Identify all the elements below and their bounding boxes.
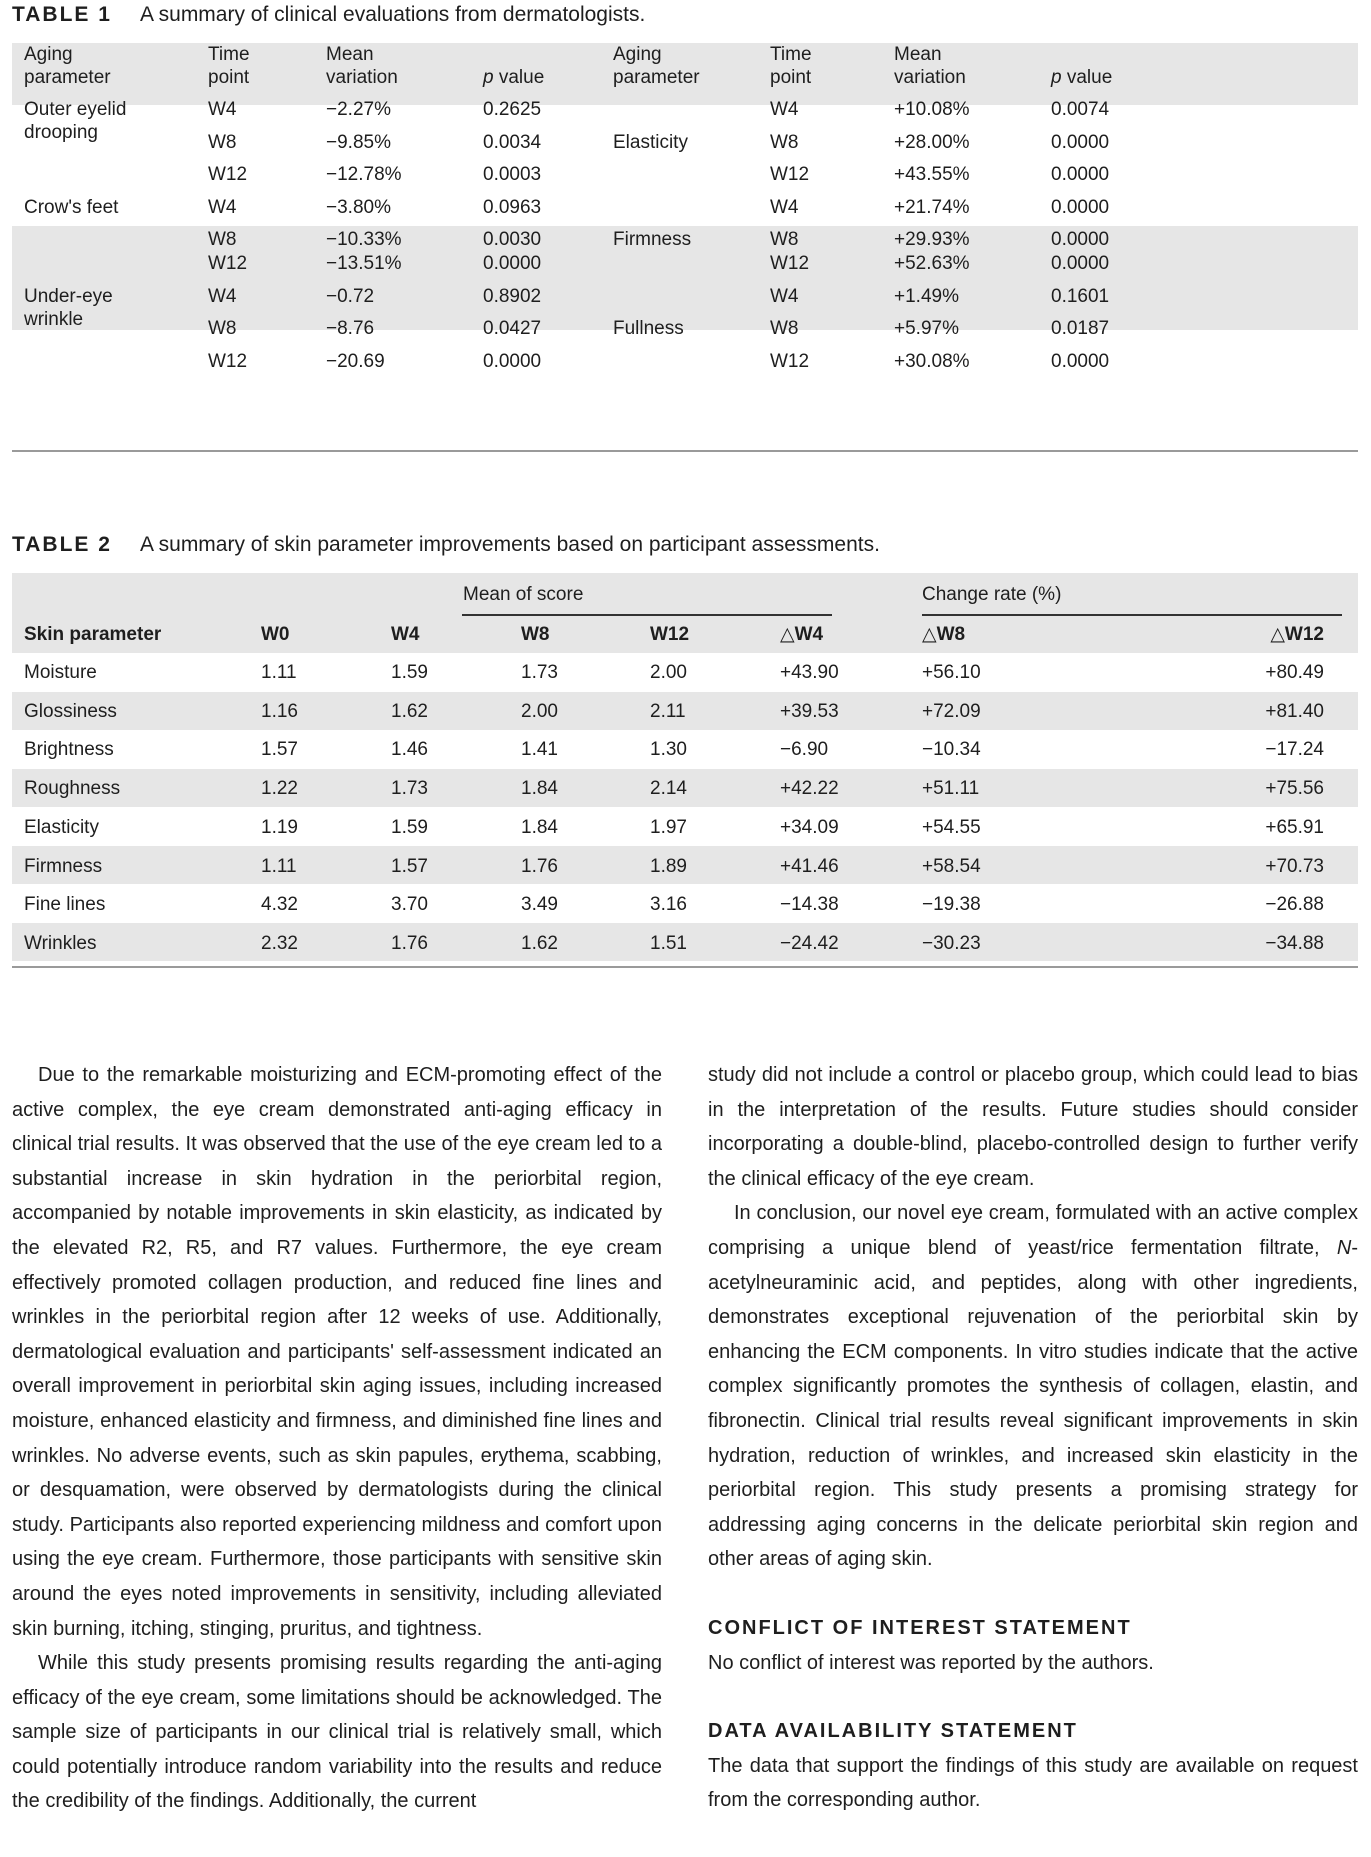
body-right-column xyxy=(708,1058,1358,1818)
table1-left-param: Crow's feet xyxy=(24,197,119,218)
table2-cell: 2.11 xyxy=(650,700,686,722)
table1-left-param: Outer eyelid xyxy=(24,99,127,120)
table2-cell: +56.10 xyxy=(922,662,981,683)
table1-p-italic: p xyxy=(1051,67,1062,88)
table1-caption-text: A summary of clinical evaluations from dermatologists. xyxy=(139,3,646,26)
table1-right-header-param-2: parameter xyxy=(613,67,700,88)
table1-right-time: W4 xyxy=(770,197,799,218)
table1-left-pvalue: 0.0427 xyxy=(483,318,542,339)
table2-cell: +39.53 xyxy=(780,700,839,722)
table1-right-pvalue: 0.1601 xyxy=(1051,286,1110,307)
table2-cell: −14.38 xyxy=(780,894,839,916)
table1-left-header-time-2: point xyxy=(208,67,250,88)
table2-cell: +54.55 xyxy=(922,816,981,838)
table2-cell: 1.11 xyxy=(261,855,297,877)
table2-header-col: W8 xyxy=(521,624,550,645)
table2-cell: +65.91 xyxy=(1265,816,1324,838)
table1-left-param: wrinkle xyxy=(24,309,84,330)
table1-left-pvalue: 0.0003 xyxy=(483,164,542,185)
table2-cell: +81.40 xyxy=(1265,700,1324,722)
table1-left-mean: −3.80% xyxy=(326,197,391,218)
table2-cell: 3.49 xyxy=(521,894,558,916)
table2-cell: +72.09 xyxy=(922,700,981,722)
table1-right-pvalue: 0.0000 xyxy=(1051,351,1110,372)
table1-right-header-param-1: Aging xyxy=(613,44,662,65)
table1-right-header-mean-2: variation xyxy=(894,67,966,88)
table2-bottom-rule xyxy=(12,966,1358,968)
table2-cell: +42.22 xyxy=(780,778,839,800)
table2-cell: −10.34 xyxy=(922,739,981,761)
table1-right-pvalue: 0.0000 xyxy=(1051,229,1110,250)
table1-value-label: value xyxy=(1061,67,1113,88)
table2-cell: 1.89 xyxy=(650,855,687,877)
table2-cell: 1.57 xyxy=(391,855,428,877)
table1-right-time: W12 xyxy=(770,164,810,185)
table2-cell: 1.11 xyxy=(261,662,297,683)
table2-cell: 1.62 xyxy=(521,932,558,954)
table2-cell: 1.59 xyxy=(391,662,428,683)
conflict-of-interest-text: No conflict of interest was reported by the authors. xyxy=(708,1651,1154,1674)
table1-right-pvalue: 0.0000 xyxy=(1051,132,1110,153)
table1-right-time: W12 xyxy=(770,253,810,274)
table1-left-mean: −8.76 xyxy=(326,318,375,339)
table1-left-param: Under-eye xyxy=(24,286,113,307)
table1-right-time: W8 xyxy=(770,318,799,339)
table2-cell: Elasticity xyxy=(24,816,99,838)
table2-header-col: △W12 xyxy=(1270,624,1324,645)
table1-left-mean: −12.78% xyxy=(326,164,402,185)
table1-left-header-param-2: parameter xyxy=(24,67,111,88)
body-left-column xyxy=(12,1058,662,1819)
table2-cell: 1.19 xyxy=(261,816,298,838)
data-availability-text: The data that support the findings of this study are available on request from the corresponding author. xyxy=(708,1754,1358,1812)
table2-cell: Brightness xyxy=(24,739,114,761)
table1-caption xyxy=(12,3,645,27)
table2-header-col: W4 xyxy=(391,624,420,645)
table1-right-time: W8 xyxy=(770,229,799,250)
table2-cell: 1.76 xyxy=(521,855,558,877)
table1-right-time: W12 xyxy=(770,351,810,372)
table2-cell: 1.73 xyxy=(521,662,558,683)
table2-label: TABLE 2 xyxy=(12,533,112,556)
table1-value-label: value xyxy=(493,67,545,88)
table2-cell: Wrinkles xyxy=(24,932,97,954)
table2-cell: +43.90 xyxy=(780,662,839,683)
table1-right-mean: +5.97% xyxy=(894,318,959,339)
table2-cell: Fine lines xyxy=(24,894,106,916)
table1-left-time: W12 xyxy=(208,164,248,185)
table1-left-header-mean-2: variation xyxy=(326,67,398,88)
table2-cell: 1.59 xyxy=(391,816,428,838)
table2-header-col: △W4 xyxy=(780,624,824,645)
table1-left-pvalue: 0.0030 xyxy=(483,229,542,250)
table2-cell: −34.88 xyxy=(1265,932,1324,954)
table1-right-param: Firmness xyxy=(613,229,692,250)
table1-left-header-mean-1: Mean xyxy=(326,44,374,65)
table1-right-mean: +30.08% xyxy=(894,351,970,372)
body-right-paragraph-1: study did not include a control or placebo group, which could lead to bias in the interpretation of the results. Future studies should consider incorporating a double-blind, placebo-controlled design to further verify the clinical efficacy of the eye cream. xyxy=(708,1064,1358,1190)
table1-left-mean: −10.33% xyxy=(326,229,402,250)
table2-caption-text: A summary of skin parameter improvements based on participant assessments. xyxy=(139,533,880,556)
table2-header-col: W0 xyxy=(261,624,290,645)
table2-cell: Roughness xyxy=(24,778,121,800)
table1-left-header-time-1: Time xyxy=(208,44,250,65)
table2-header-col: W12 xyxy=(650,624,690,645)
table2-cell: 1.73 xyxy=(391,778,428,800)
table2-cell: −24.42 xyxy=(780,932,839,954)
table1-left-mean: −20.69 xyxy=(326,351,385,372)
table1-left-pvalue: 0.0963 xyxy=(483,197,542,218)
table2-cell: Firmness xyxy=(24,855,103,877)
table1-left-pvalue: 0.8902 xyxy=(483,286,542,307)
table1-bottom-rule xyxy=(12,450,1358,452)
table1-left-header-param-1: Aging xyxy=(24,44,73,65)
table1-right-mean: +10.08% xyxy=(894,99,970,120)
table2-cell: 1.30 xyxy=(650,739,687,761)
table2-cell: Moisture xyxy=(24,662,97,683)
table2-caption xyxy=(12,533,880,557)
table2-cell: +70.73 xyxy=(1265,855,1324,877)
table2-cell: +58.54 xyxy=(922,855,981,877)
p2-italic-n: N xyxy=(1336,1236,1352,1259)
p2-rest: -acetylneuraminic acid, and peptides, along with other ingredients, demonstrates exceptional rejuvenation of the periorbital skin by enhancing the ECM components. In vitro studies indicate that the active complex significantly promotes the synthesis of collagen, elastin, and fibronectin. Clinical trial results reveal significant improvements in skin hydration, reduction of wrinkles, and increased skin elasticity in the periorbital region. This study presents a promising strategy for addressing aging concerns in the delicate periorbital skin region and other areas of aging skin. xyxy=(708,1236,1358,1571)
table2-cell: −26.88 xyxy=(1265,894,1324,916)
table2-change-group-rule xyxy=(922,614,1342,616)
table2-cell: 3.70 xyxy=(391,894,428,916)
table1-left-time: W8 xyxy=(208,318,237,339)
table1-right-header-time-2: point xyxy=(770,67,812,88)
table2-mean-group-rule xyxy=(462,614,832,616)
table2-cell: +75.56 xyxy=(1265,778,1324,800)
table2-cell: 2.32 xyxy=(261,932,298,954)
table1-left-param: drooping xyxy=(24,122,98,143)
table2-cell: 1.22 xyxy=(261,778,298,800)
table1-left-pvalue: 0.0000 xyxy=(483,351,542,372)
table1-p-italic: p xyxy=(483,67,494,88)
table2-cell: 4.32 xyxy=(261,894,298,916)
body-left-paragraph-2: While this study presents promising results regarding the anti-aging efficacy of the eye cream, some limitations should be acknowledged. The sample size of participants in our clinical trial is relatively small, which could potentially introduce random variability into the results and reduce the credibility of the findings. Additionally, the current xyxy=(12,1652,662,1813)
table1-left-mean: −9.85% xyxy=(326,132,391,153)
table1-right-pvalue: 0.0074 xyxy=(1051,99,1110,120)
table1-right-time: W8 xyxy=(770,132,799,153)
table1-right-pvalue: 0.0187 xyxy=(1051,318,1110,339)
table1-right-header-mean-1: Mean xyxy=(894,44,942,65)
table1-right-pvalue: 0.0000 xyxy=(1051,253,1110,274)
p2-start: In conclusion, our novel eye cream, formulated with an active complex comprising a unique blend of yeast/rice fermentation filtrate, xyxy=(708,1202,1358,1259)
table1-right-param: Elasticity xyxy=(613,132,688,153)
table2-header-col: △W8 xyxy=(922,624,966,645)
data-availability-heading: DATA AVAILABILITY STATEMENT xyxy=(708,1720,1078,1743)
table1-left-time: W4 xyxy=(208,99,237,120)
body-left-paragraph-1: Due to the remarkable moisturizing and ECM-promoting effect of the active complex, the eye cream demonstrated anti-aging efficacy in clinical trial results. It was observed that the use of the eye cream led to a substantial increase in skin hydration in the periorbital region, accompanied by notable improvements in skin elasticity, as indicated by the elevated R2, R5, and R7 values. Furthermore, the eye cream effectively promoted collagen production, and reduced fine lines and wrinkles in the periorbital region after 12 weeks of use. Additionally, dermatological evaluation and participants' self-assessment indicated an overall improvement in periorbital skin aging issues, including increased moisture, enhanced elasticity and firmness, and diminished fine lines and wrinkles. No adverse events, such as skin papules, erythema, scabbing, or desquamation, were observed by dermatologists during the clinical study. Participants also reported experiencing mildness and comfort upon using the eye cream. Furthermore, those participants with sensitive skin around the eyes noted improvements in sensitivity, including alleviated skin burning, itching, stinging, pruritus, and tightness. xyxy=(12,1064,662,1640)
table1-right-mean: +29.93% xyxy=(894,229,970,250)
table1-label: TABLE 1 xyxy=(12,3,112,26)
table2-cell: +41.46 xyxy=(780,855,839,877)
table1-right-pvalue: 0.0000 xyxy=(1051,164,1110,185)
table1-left-time: W12 xyxy=(208,351,248,372)
table2-cell: 1.84 xyxy=(521,778,558,800)
table2-cell: +80.49 xyxy=(1265,662,1324,683)
table2-cell: 1.46 xyxy=(391,739,428,761)
table2-cell: 2.14 xyxy=(650,778,687,800)
table2-cell: 2.00 xyxy=(650,662,687,683)
table2-cell: 1.51 xyxy=(650,932,687,954)
table1-right-mean: +21.74% xyxy=(894,197,970,218)
table1-left-time: W8 xyxy=(208,229,237,250)
table2-cell: Glossiness xyxy=(24,700,117,722)
table1-right-mean: +28.00% xyxy=(894,132,970,153)
table1-left-header-pvalue xyxy=(483,66,544,89)
conflict-of-interest-heading: CONFLICT OF INTEREST STATEMENT xyxy=(708,1616,1132,1639)
table2-cell: 1.97 xyxy=(650,816,687,838)
table1-left-time: W4 xyxy=(208,197,237,218)
table2-cell: +51.11 xyxy=(922,778,980,800)
table2-cell: 1.62 xyxy=(391,700,428,722)
table1-left-time: W4 xyxy=(208,286,237,307)
table1-left-pvalue: 0.0034 xyxy=(483,132,542,153)
table1-left-pvalue: 0.0000 xyxy=(483,253,542,274)
table2-cell: −6.90 xyxy=(780,739,829,761)
table2-cell: −19.38 xyxy=(922,894,981,916)
table1-right-time: W4 xyxy=(770,286,799,307)
table2-header-col: Skin parameter xyxy=(24,624,162,645)
table2-cell: −17.24 xyxy=(1265,739,1324,761)
table1-right-pvalue: 0.0000 xyxy=(1051,197,1110,218)
table1-right-param: Fullness xyxy=(613,318,684,339)
table2-cell: 3.16 xyxy=(650,894,687,916)
table1-left-mean: −2.27% xyxy=(326,99,391,120)
table1-left-mean: −0.72 xyxy=(326,286,375,307)
table1-right-header-time-1: Time xyxy=(770,44,812,65)
table1-right-mean: +43.55% xyxy=(894,164,970,185)
table2-group-mean: Mean of score xyxy=(463,584,584,605)
table2-cell: +34.09 xyxy=(780,816,839,838)
table2-cell: 1.84 xyxy=(521,816,558,838)
table1-left-pvalue: 0.2625 xyxy=(483,99,542,120)
body-right-paragraph-2 xyxy=(708,1196,1358,1577)
table1-right-mean: +1.49% xyxy=(894,286,959,307)
table1-left-mean: −13.51% xyxy=(326,253,402,274)
table1-left-time: W8 xyxy=(208,132,237,153)
table2-cell: −30.23 xyxy=(922,932,981,954)
table1-right-mean: +52.63% xyxy=(894,253,970,274)
table2-cell: 1.41 xyxy=(521,739,558,761)
table1-left-time: W12 xyxy=(208,253,248,274)
table1-right-time: W4 xyxy=(770,99,799,120)
table2-cell: 1.16 xyxy=(261,700,298,722)
table2-group-change: Change rate (%) xyxy=(922,584,1062,605)
table2-cell: 1.57 xyxy=(261,739,298,761)
table2-cell: 2.00 xyxy=(521,700,558,722)
table1-right-header-pvalue xyxy=(1051,66,1112,89)
table2-cell: 1.76 xyxy=(391,932,428,954)
